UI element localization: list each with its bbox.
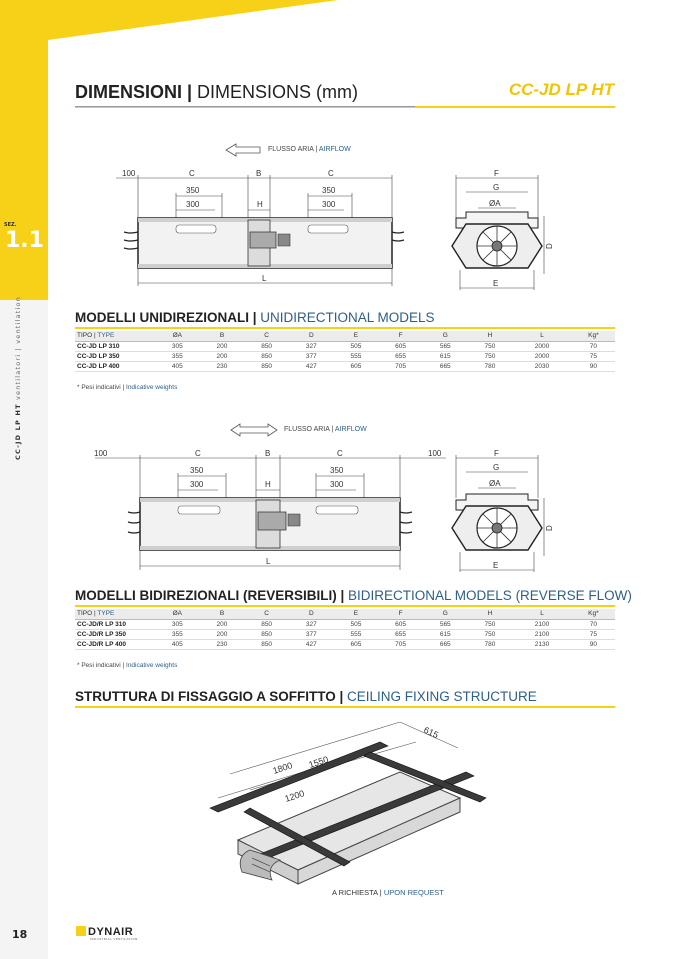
dim-g: G (493, 463, 500, 472)
sidebar-accent (0, 0, 48, 300)
dim-100-right: 100 (428, 449, 442, 458)
table-row: CC-JD/R LP 400 405 230 850 427 605 705 665 780 2130 90 (75, 639, 615, 649)
dim-e: E (493, 561, 499, 570)
airflow-label-1: FLUSSO ARIA | AIRFLOW (268, 146, 351, 153)
title-underline (75, 106, 415, 107)
dim-b: B (256, 169, 262, 178)
dim-1550: 1550 (307, 754, 330, 770)
bidirectional-arrow-icon (231, 424, 277, 436)
dim-350-right: 350 (330, 466, 344, 475)
table-header-row: TIPO | TYPE ØA B C D E F G H L Kg* (75, 331, 615, 341)
logo-icon (76, 926, 86, 936)
airflow-arrow-icon (226, 144, 260, 156)
unidirectional-rule (75, 327, 615, 329)
table-row: CC-JD LP 310 305 200 850 327 505 605 565 750 2000 70 (75, 341, 615, 351)
dim-f: F (494, 449, 499, 458)
logo-tagline: INDUSTRIAL VENTILATION (90, 937, 138, 941)
dim-h: H (265, 480, 271, 489)
airflow-label-2: FLUSSO ARIA | AIRFLOW (284, 426, 367, 433)
ceiling-heading: STRUTTURA DI FISSAGGIO A SOFFITTO | CEILING FIXING STRUCTURE (75, 689, 537, 704)
unidirectional-table (75, 331, 615, 372)
table-row: CC-JD LP 400 405 230 850 427 605 705 665 780 2030 90 (75, 361, 615, 371)
dim-300-left: 300 (186, 200, 200, 209)
vertical-label: CC-JD LP HT ventilatori | ventilation (14, 296, 22, 460)
bidirectional-note: * Pesi indicativi | Indicative weights (77, 662, 178, 669)
corner-accent (48, 0, 338, 40)
section-label: SEZ. (4, 222, 17, 228)
section-number: 1.1 (5, 228, 44, 253)
dim-l: L (266, 557, 271, 566)
table-header-row: TIPO | TYPE ØA B C D E F G H L Kg* (75, 609, 615, 619)
bidirectional-drawing (90, 420, 580, 580)
bidirectional-heading: MODELLI BIDIREZIONALI (REVERSIBILI) | BIDIRECTIONAL MODELS (REVERSE FLOW) (75, 588, 632, 603)
dim-300-right: 300 (330, 480, 344, 489)
ceiling-rule (75, 706, 615, 708)
dim-oa: ØA (489, 479, 501, 488)
product-code: CC-JD LP HT (508, 80, 614, 99)
dim-h: H (257, 200, 263, 209)
table-row: CC-JD/R LP 310 305 200 850 327 505 605 565 750 2100 70 (75, 619, 615, 629)
bidirectional-table (75, 609, 615, 650)
dim-350-left: 350 (190, 466, 204, 475)
dim-300-left: 300 (190, 480, 204, 489)
page-title: DIMENSIONI | DIMENSIONS (mm) (75, 82, 359, 102)
dim-l: L (262, 274, 267, 283)
dim-b: B (265, 449, 271, 458)
brand-logo: DYNAIR (76, 926, 133, 938)
dim-1800: 1800 (271, 760, 294, 776)
table-row: CC-JD LP 350 355 200 850 377 555 655 615 750 2000 75 (75, 351, 615, 361)
dim-300-right: 300 (322, 200, 336, 209)
dim-g: G (493, 183, 500, 192)
dim-c-right: C (337, 449, 343, 458)
dim-c-left: C (195, 449, 201, 458)
dim-1200: 1200 (283, 788, 306, 804)
dim-350-right: 350 (322, 186, 336, 195)
dim-615: 615 (422, 724, 441, 741)
ceiling-structure-drawing (190, 712, 510, 887)
bidirectional-rule (75, 605, 615, 607)
dim-d: D (545, 525, 554, 531)
dim-c-left: C (189, 169, 195, 178)
dim-d: D (545, 243, 554, 249)
dim-e: E (493, 279, 499, 288)
page-number: 18 (12, 928, 28, 941)
unidirectional-heading: MODELLI UNIDIREZIONALI | UNIDIRECTIONAL MODELS (75, 310, 435, 325)
dim-350-left: 350 (186, 186, 200, 195)
dim-100: 100 (122, 169, 136, 178)
upon-request-label: A RICHIESTA | UPON REQUEST (332, 888, 444, 897)
table-row: CC-JD/R LP 350 355 200 850 377 555 655 615 750 2100 75 (75, 629, 615, 639)
unidirectional-note: * Pesi indicativi | Indicative weights (77, 384, 178, 391)
dim-oa: ØA (489, 199, 501, 208)
dim-f: F (494, 169, 499, 178)
dim-c-right: C (328, 169, 334, 178)
unidirectional-drawing (100, 140, 570, 290)
dim-100-left: 100 (94, 449, 108, 458)
